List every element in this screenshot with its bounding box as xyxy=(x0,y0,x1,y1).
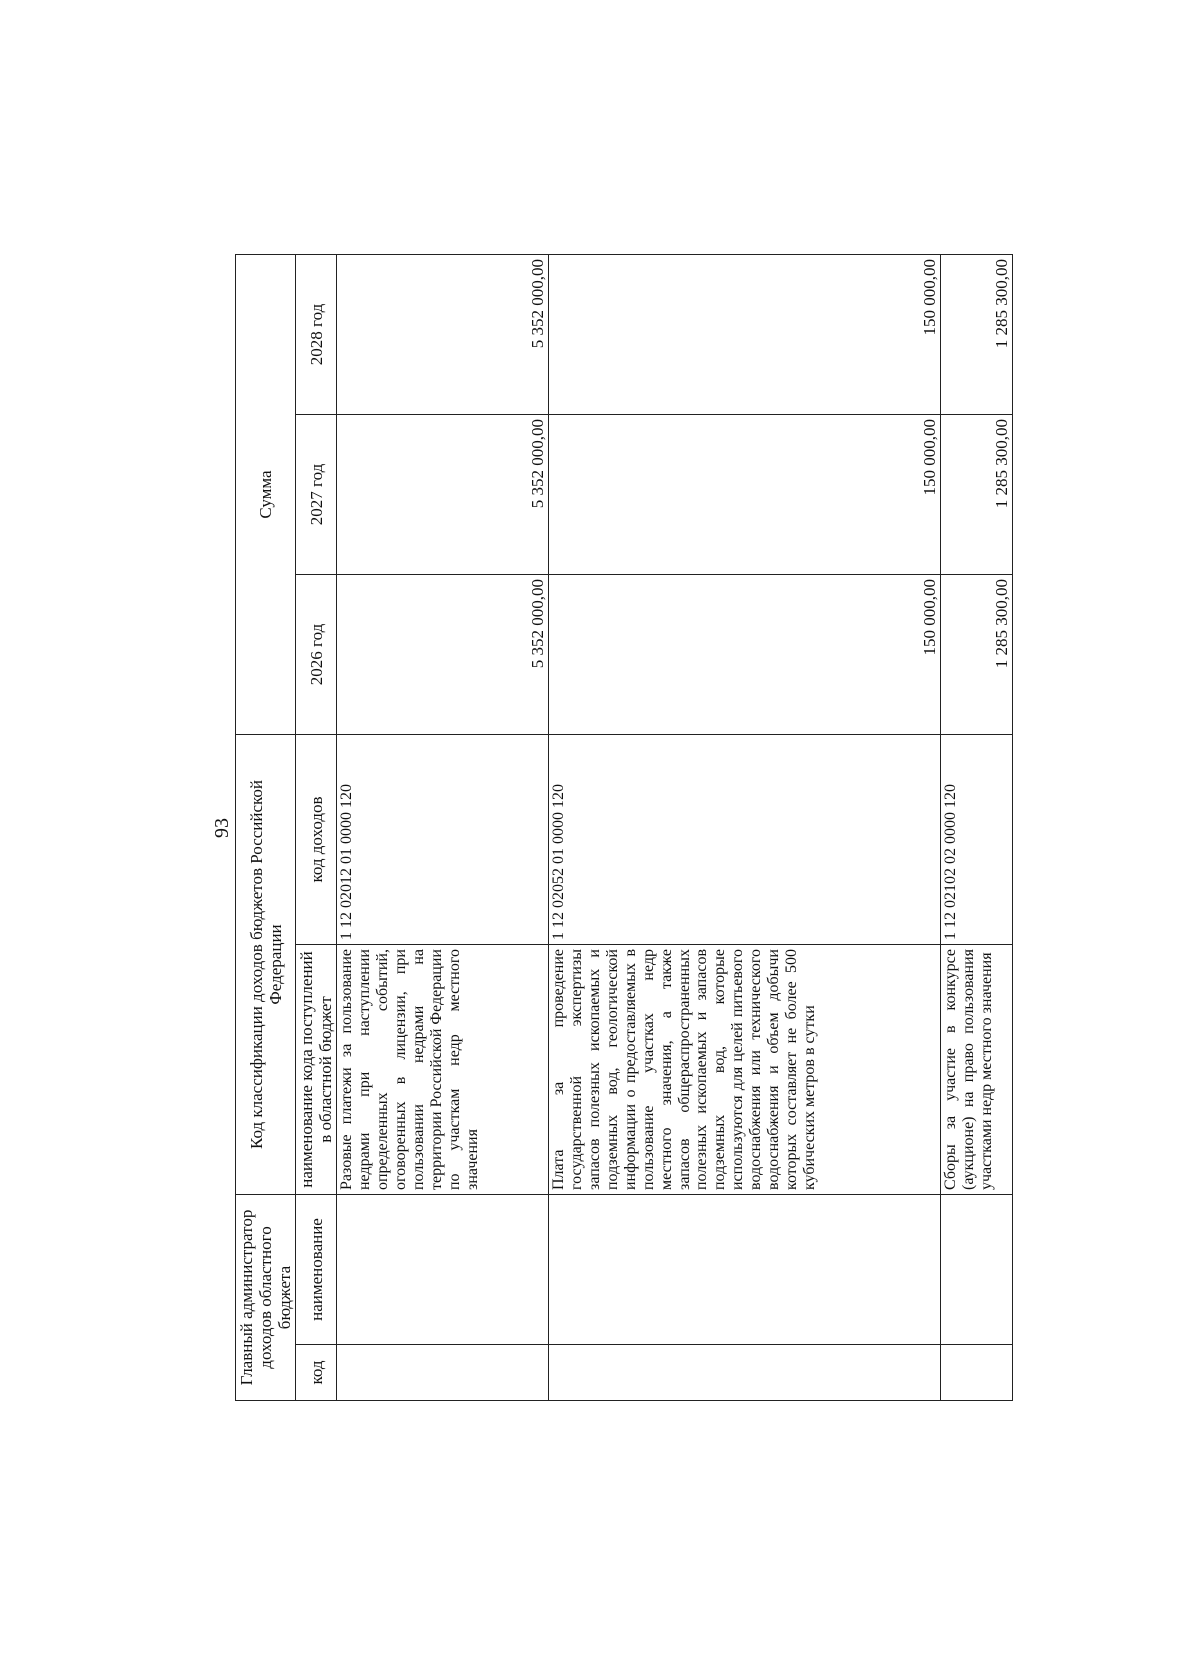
table-row xyxy=(941,254,1013,1400)
header-col-name: наименование xyxy=(296,1195,337,1345)
income-name-cell: Разовые платежи за пользование недрами при наступлении определенных событий, оговоренных в лицензии, при пользовании недрами на территории Российской Федерации по участкам недр местного значения xyxy=(337,945,549,1195)
sum-2028-cell: 150 000,00 xyxy=(549,254,941,414)
header-admin-group: Главный администратор доходов областного бюджета xyxy=(236,1195,296,1401)
income-code-cell: 1 12 02102 02 0000 120 xyxy=(941,734,1013,944)
rotated-page xyxy=(185,238,1015,1418)
admin-name-cell xyxy=(941,1195,1013,1345)
table-row xyxy=(549,254,941,1400)
income-code-cell: 1 12 02012 01 0000 120 xyxy=(337,734,549,944)
sum-2026-cell: 150 000,00 xyxy=(549,574,941,734)
admin-name-cell xyxy=(337,1195,549,1345)
admin-code-cell xyxy=(941,1345,1013,1401)
admin-code-cell xyxy=(549,1345,941,1401)
sum-2026-cell: 1 285 300,00 xyxy=(941,574,1013,734)
header-col-income-name: наименование кода поступлений в областной бюджет xyxy=(296,945,337,1195)
header-col-year-2026: 2026 год xyxy=(296,574,337,734)
admin-name-cell xyxy=(549,1195,941,1345)
sum-2028-cell: 1 285 300,00 xyxy=(941,254,1013,414)
page-number: 93 xyxy=(211,818,233,838)
header-classification-group: Код классификации доходов бюджетов Российской Федерации xyxy=(236,734,296,1194)
income-code-cell: 1 12 02052 01 0000 120 xyxy=(549,734,941,944)
sum-2026-cell: 5 352 000,00 xyxy=(337,574,549,734)
admin-code-cell xyxy=(337,1345,549,1401)
header-col-year-2028: 2028 год xyxy=(296,254,337,414)
header-col-code: код xyxy=(296,1345,337,1401)
revenue-table xyxy=(235,254,1013,1401)
sum-2027-cell: 5 352 000,00 xyxy=(337,414,549,574)
sum-2028-cell: 5 352 000,00 xyxy=(337,254,549,414)
income-name-cell: Плата за проведение государственной экспертизы запасов полезных ископаемых и подземных вод, геологической информации о предоставляемых в пользование участках недр местного значения, а также запасов общераспространенных полезных ископаемых и запасов подземных вод, которые используются для целей питьевого водоснабжения или технического водоснабжения и объем добычи которых составляет не более 500 кубических метров в сутки xyxy=(549,945,941,1195)
table-row xyxy=(337,254,549,1400)
header-col-year-2027: 2027 год xyxy=(296,414,337,574)
sum-2027-cell: 1 285 300,00 xyxy=(941,414,1013,574)
sum-2027-cell: 150 000,00 xyxy=(549,414,941,574)
income-name-cell: Сборы за участие в конкурсе (аукционе) на право пользования участками недр местного значения xyxy=(941,945,1013,1195)
header-col-income-code: код доходов xyxy=(296,734,337,944)
header-sum-group: Сумма xyxy=(236,254,296,734)
